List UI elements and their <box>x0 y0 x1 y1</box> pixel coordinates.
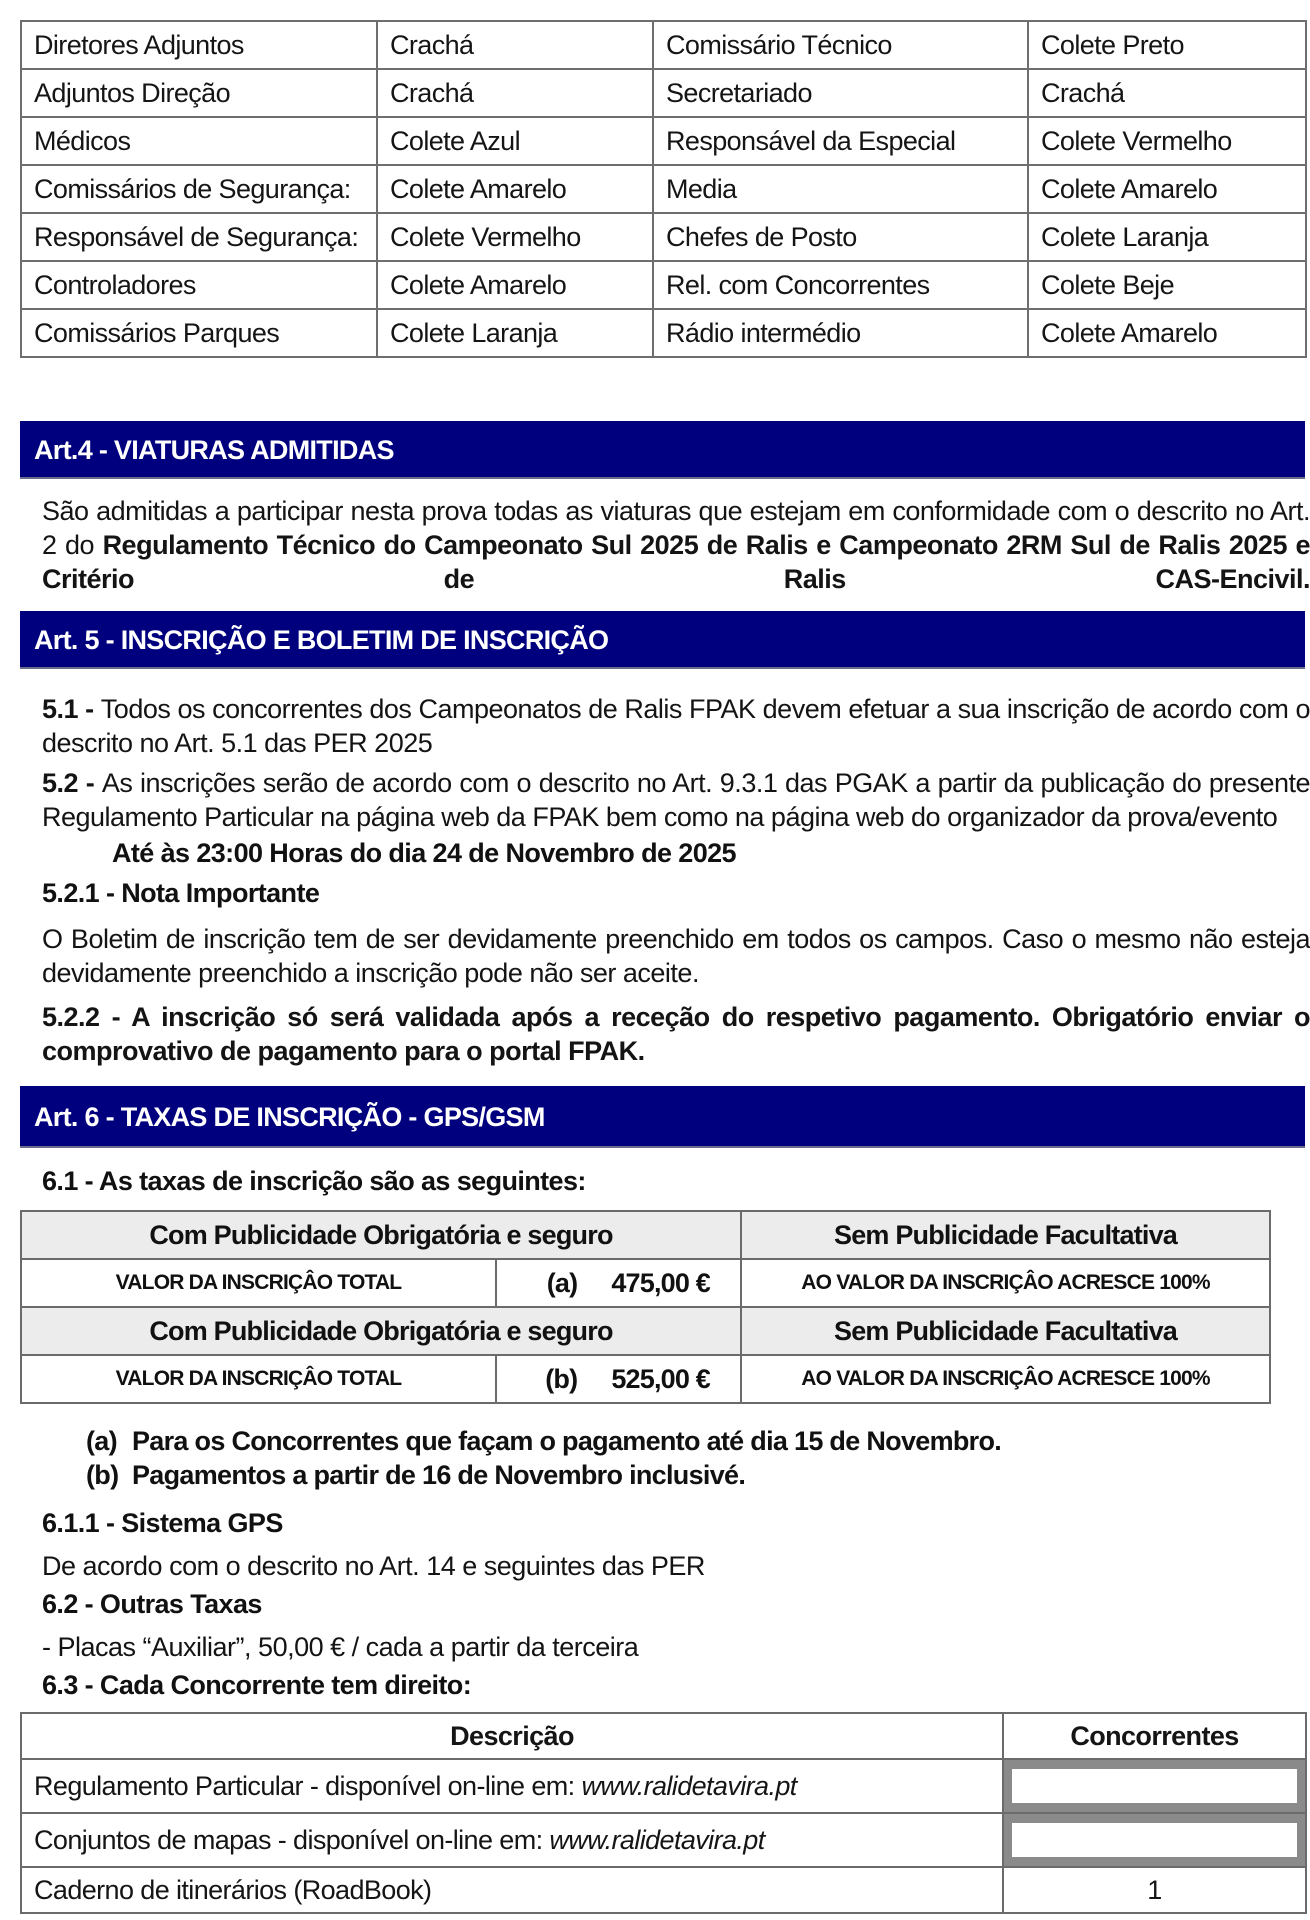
subheading-6-1: 6.1 - As taxas de inscrição são as seguintes: <box>42 1166 586 1196</box>
official-role: Media <box>653 165 1028 213</box>
note-text: Para os Concorrentes que façam o pagamento até dia 15 de Novembro. <box>132 1426 1002 1456</box>
official-role: Responsável da Especial <box>653 117 1028 165</box>
official-role: Controladores <box>21 261 377 309</box>
official-role: Adjuntos Direção <box>21 69 377 117</box>
official-role: Responsável de Segurança: <box>21 213 377 261</box>
clause-number: 5.1 - <box>42 694 101 724</box>
entitlement-count: 1 <box>1003 1867 1306 1913</box>
official-role: Rádio intermédio <box>653 309 1028 357</box>
website-link[interactable]: www.ralidetavira.pt <box>581 1770 797 1801</box>
table-row <box>21 1813 1306 1867</box>
registration-deadline: Até às 23:00 Horas do dia 24 de Novembro de 2025 <box>112 838 736 868</box>
subheading-5-2-1: 5.2.1 - Nota Importante <box>42 878 320 908</box>
fees-value-row <box>21 1259 1270 1307</box>
fee-amount-cell <box>496 1355 741 1403</box>
official-id: Colete Amarelo <box>1028 309 1306 357</box>
official-role: Comissários Parques <box>21 309 377 357</box>
entitlement-description <box>21 1759 1003 1813</box>
official-id: Colete Preto <box>1028 21 1306 69</box>
table-row <box>21 21 1306 69</box>
official-role: Diretores Adjuntos <box>21 21 377 69</box>
official-id: Colete Laranja <box>377 309 653 357</box>
fee-amount: 525,00 € <box>611 1363 711 1394</box>
entitlement-description <box>21 1867 1003 1913</box>
art4-text-bold: Regulamento Técnico do Campeonato Sul 2025 de Ralis e Campeonato 2RM Sul de Ralis 2025 e Critério de Ralis CAS-Encivil. <box>42 530 1310 594</box>
registration-fees-table <box>20 1210 1271 1404</box>
clause-number: 5.2 - <box>42 768 102 798</box>
entitlement-text: Regulamento Particular - disponível on-line em: <box>34 1770 582 1801</box>
fee-note-b <box>86 1460 745 1491</box>
art4-paragraph <box>42 494 1310 596</box>
official-id: Colete Amarelo <box>377 165 653 213</box>
entitlement-count-field <box>1003 1813 1306 1867</box>
entitlements-table <box>20 1712 1307 1914</box>
fee-note-a <box>86 1426 1001 1457</box>
fees-header-row <box>21 1307 1270 1355</box>
subheading-6-1-1: 6.1.1 - Sistema GPS <box>42 1508 283 1538</box>
fees-header-optional-ads: Sem Publicidade Facultativa <box>741 1211 1270 1259</box>
fees-header-row <box>21 1211 1270 1259</box>
table-row <box>21 165 1306 213</box>
note-label: (b) <box>86 1460 119 1490</box>
entitlement-description <box>21 1813 1003 1867</box>
official-id: Crachá <box>377 21 653 69</box>
subheading-6-3: 6.3 - Cada Concorrente tem direito: <box>42 1670 472 1700</box>
website-link[interactable]: www.ralidetavira.pt <box>549 1824 765 1855</box>
official-id: Crachá <box>377 69 653 117</box>
table-row <box>21 1867 1306 1913</box>
official-role: Médicos <box>21 117 377 165</box>
empty-count-box <box>1012 1823 1297 1857</box>
paragraph-6-2: - Placas “Auxiliar”, 50,00 € / cada a partir da terceira <box>42 1632 639 1662</box>
table-row <box>21 213 1306 261</box>
fee-surcharge: AO VALOR DA INSCRIÇÂO ACRESCE 100% <box>741 1259 1270 1307</box>
empty-count-box <box>1012 1769 1297 1803</box>
paragraph-5-2-1: O Boletim de inscrição tem de ser devidamente preenchido em todos os campos. Caso o mesmo não esteja devidamente preenchido a inscrição pode não ser aceite. <box>42 924 1310 988</box>
official-id: Colete Amarelo <box>377 261 653 309</box>
table-row <box>21 1759 1306 1813</box>
official-id: Colete Azul <box>377 117 653 165</box>
fees-header-mandatory-ads: Com Publicidade Obrigatória e seguro <box>21 1307 741 1355</box>
art5-paragraph-5-2 <box>42 766 1310 834</box>
official-id: Colete Beje <box>1028 261 1306 309</box>
fees-header-mandatory-ads: Com Publicidade Obrigatória e seguro <box>21 1211 741 1259</box>
note-text: Pagamentos a partir de 16 de Novembro inclusivé. <box>132 1460 746 1490</box>
entitlement-count-field <box>1003 1759 1306 1813</box>
official-id: Crachá <box>1028 69 1306 117</box>
official-id: Colete Laranja <box>1028 213 1306 261</box>
official-id: Colete Amarelo <box>1028 165 1306 213</box>
fee-tag: (a) <box>546 1267 578 1298</box>
official-role: Comissário Técnico <box>653 21 1028 69</box>
column-header-description: Descrição <box>21 1713 1003 1759</box>
column-header-competitors: Concorrentes <box>1003 1713 1306 1759</box>
fee-amount-cell <box>496 1259 741 1307</box>
official-role: Rel. com Concorrentes <box>653 261 1028 309</box>
official-id: Colete Vermelho <box>377 213 653 261</box>
table-row <box>21 309 1306 357</box>
official-id: Colete Vermelho <box>1028 117 1306 165</box>
note-label: (a) <box>86 1426 117 1456</box>
art6-section-header: Art. 6 - TAXAS DE INSCRIÇÃO - GPS/GSM <box>20 1086 1305 1148</box>
paragraph-5-2-2: 5.2.2 - A inscrição só será validada após a receção do respetivo pagamento. Obrigatório enviar o comprovativo de pagamento para o portal FPAK. <box>42 1002 1310 1066</box>
fee-amount: 475,00 € <box>611 1267 711 1298</box>
official-role: Comissários de Segurança: <box>21 165 377 213</box>
official-role: Secretariado <box>653 69 1028 117</box>
fee-label: VALOR DA INSCRIÇÂO TOTAL <box>21 1259 496 1307</box>
art4-section-header: Art.4 - VIATURAS ADMITIDAS <box>20 421 1305 479</box>
fees-header-optional-ads: Sem Publicidade Facultativa <box>741 1307 1270 1355</box>
table-row <box>21 117 1306 165</box>
table-row <box>21 69 1306 117</box>
clause-text: As inscrições serão de acordo com o descrito no Art. 9.3.1 das PGAK a partir da publicação do presente Regulamento Particular na página web da FPAK bem como na página web do organizador da prova/evento <box>42 768 1310 832</box>
entitlement-text: Conjuntos de mapas - disponível on-line em: <box>34 1824 550 1855</box>
paragraph-6-1-1: De acordo com o descrito no Art. 14 e seguintes das PER <box>42 1551 705 1581</box>
entitlement-text: Caderno de itinerários (RoadBook) <box>34 1874 432 1905</box>
art5-section-header: Art. 5 - INSCRIÇÃO E BOLETIM DE INSCRIÇÃO <box>20 611 1305 669</box>
entitlements-header-row <box>21 1713 1306 1759</box>
clause-text: Todos os concorrentes dos Campeonatos de Ralis FPAK devem efetuar a sua inscrição de acordo com o descrito no Art. 5.1 das PER 2025 <box>42 694 1310 758</box>
fees-value-row <box>21 1355 1270 1403</box>
table-row <box>21 261 1306 309</box>
officials-identification-table <box>20 20 1307 358</box>
fee-surcharge: AO VALOR DA INSCRIÇÂO ACRESCE 100% <box>741 1355 1270 1403</box>
fee-label: VALOR DA INSCRIÇÂO TOTAL <box>21 1355 496 1403</box>
subheading-6-2: 6.2 - Outras Taxas <box>42 1589 262 1619</box>
official-role: Chefes de Posto <box>653 213 1028 261</box>
fee-tag: (b) <box>545 1363 578 1394</box>
art5-paragraph-5-1 <box>42 692 1310 760</box>
art4-text: São admitidas a participar nesta prova todas as viaturas que estejam em conformidade com o descrito no Art. 2 do <box>42 496 1310 560</box>
